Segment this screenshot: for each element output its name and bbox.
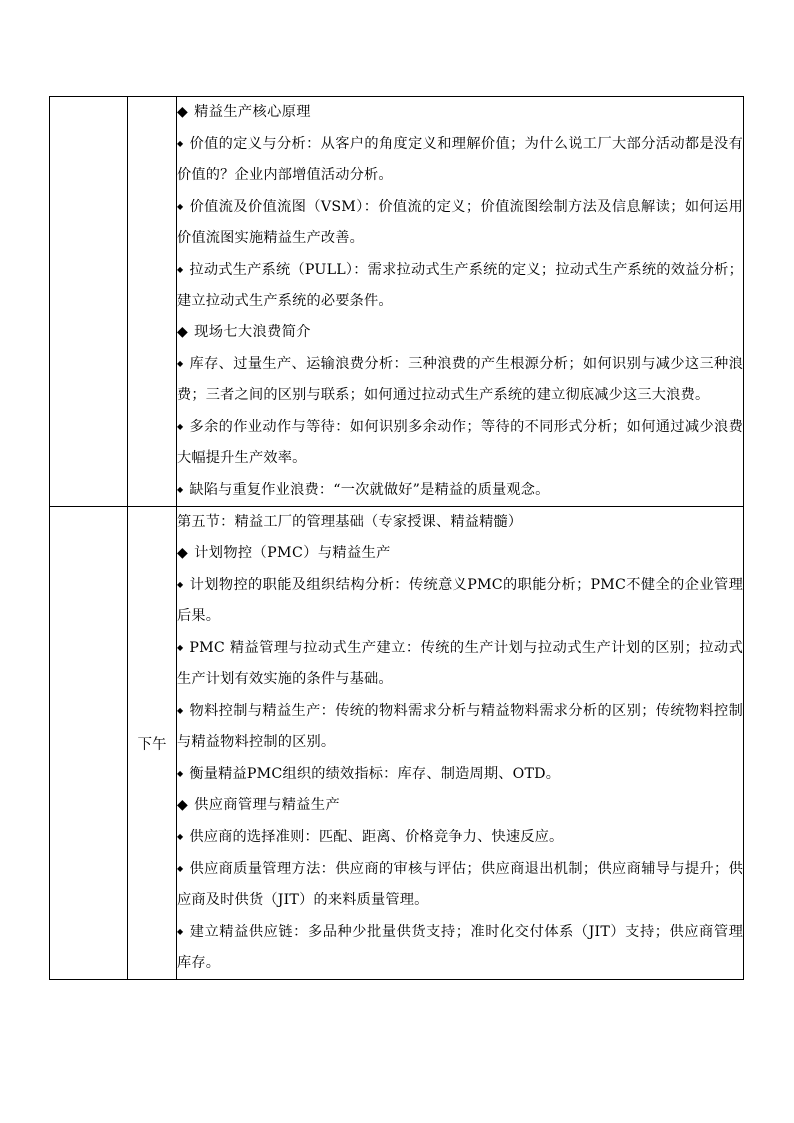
line-text: 计划物控（PMC）与精益生产 (194, 545, 391, 561)
session-cell-afternoon: 下午 (128, 507, 177, 980)
line-text: 供应商质量管理方法：供应商的审核与评估；供应商退出机制；供应商辅导与提升；供应商及时供货（JIT）的来料质量管理。 (177, 861, 743, 908)
table-row-afternoon (50, 507, 744, 980)
bullet-item (177, 695, 743, 758)
line-text: 计划物控的职能及组织结构分析：传统意义PMC的职能分析；PMC不健全的企业管理后果。 (177, 577, 743, 624)
bullet-item (177, 758, 743, 790)
content-lines (177, 97, 743, 506)
line-text: 第五节：精益工厂的管理基础（专家授课、精益精髓） (177, 514, 523, 530)
bullet-item (177, 348, 743, 411)
line-text: 库存、过量生产、运输浪费分析：三种浪费的产生根源分析；如何识别与减少这三种浪费；三者之间的区别与联系；如何通过拉动式生产系统的建立彻底减少这三大浪费。 (177, 356, 743, 403)
bullet-item (177, 632, 743, 695)
day-cell (50, 97, 128, 507)
line-text: 衡量精益PMC组织的绩效指标：库存、制造周期、OTD。 (189, 766, 561, 782)
diamond-icon: ◆ (177, 324, 189, 340)
bullet-icon: ◆ (177, 485, 184, 494)
bullet-item (177, 853, 743, 916)
diamond-icon: ◆ (177, 545, 189, 561)
bullet-item (177, 411, 743, 474)
schedule-table (49, 96, 744, 980)
section-heading (177, 790, 743, 821)
day-cell (50, 507, 128, 980)
section-heading (177, 538, 743, 569)
bullet-item (177, 916, 743, 979)
bullet-item (177, 254, 743, 317)
diamond-icon: ◆ (177, 104, 189, 120)
bullet-icon: ◆ (177, 706, 184, 715)
session-cell (128, 97, 177, 507)
bullet-item (177, 191, 743, 254)
bullet-icon: ◆ (177, 265, 184, 274)
bullet-icon: ◆ (177, 864, 184, 873)
bullet-icon: ◆ (177, 422, 184, 431)
diamond-icon: ◆ (177, 797, 189, 813)
bullet-item (177, 569, 743, 632)
line-text: 拉动式生产系统（PULL）：需求拉动式生产系统的定义；拉动式生产系统的效益分析；建立拉动式生产系统的必要条件。 (177, 262, 743, 309)
section-title (177, 507, 743, 538)
line-text: 多余的作业动作与等待：如何识别多余动作；等待的不同形式分析；如何通过减少浪费大幅提升生产效率。 (177, 419, 743, 466)
content-cell-afternoon (177, 507, 744, 980)
section-heading (177, 317, 743, 348)
line-text: 建立精益供应链：多品种少批量供货支持；准时化交付体系（JIT）支持；供应商管理库存。 (177, 924, 743, 971)
bullet-icon: ◆ (177, 359, 184, 368)
line-text: 价值的定义与分析：从客户的角度定义和理解价值；为什么说工厂大部分活动都是没有价值的？企业内部增值活动分析。 (177, 136, 743, 183)
line-text: 现场七大浪费简介 (194, 324, 311, 340)
bullet-item (177, 821, 743, 853)
bullet-icon: ◆ (177, 202, 184, 211)
table-row-morning (50, 97, 744, 507)
bullet-item (177, 128, 743, 191)
content-lines (177, 507, 743, 979)
section-heading (177, 97, 743, 128)
line-text: 供应商管理与精益生产 (194, 797, 341, 813)
bullet-icon: ◆ (177, 580, 184, 589)
line-text: 精益生产核心原理 (194, 104, 311, 120)
bullet-icon: ◆ (177, 139, 184, 148)
line-text: 物料控制与精益生产：传统的物料需求分析与精益物料需求分析的区别；传统物料控制与精益物料控制的区别。 (177, 703, 743, 750)
bullet-item (177, 474, 743, 506)
line-text: 价值流及价值流图（VSM）：价值流的定义；价值流图绘制方法及信息解读；如何运用价值流图实施精益生产改善。 (177, 199, 743, 246)
bullet-icon: ◆ (177, 927, 184, 936)
line-text: 缺陷与重复作业浪费：“一次就做好”是精益的质量观念。 (189, 482, 550, 498)
bullet-icon: ◆ (177, 769, 184, 778)
bullet-icon: ◆ (177, 643, 184, 652)
line-text: PMC 精益管理与拉动式生产建立：传统的生产计划与拉动式生产计划的区别；拉动式生产计划有效实施的条件与基础。 (177, 640, 743, 687)
content-cell-morning (177, 97, 744, 507)
bullet-icon: ◆ (177, 832, 184, 841)
line-text: 供应商的选择准则：匹配、距离、价格竞争力、快速反应。 (189, 829, 564, 845)
